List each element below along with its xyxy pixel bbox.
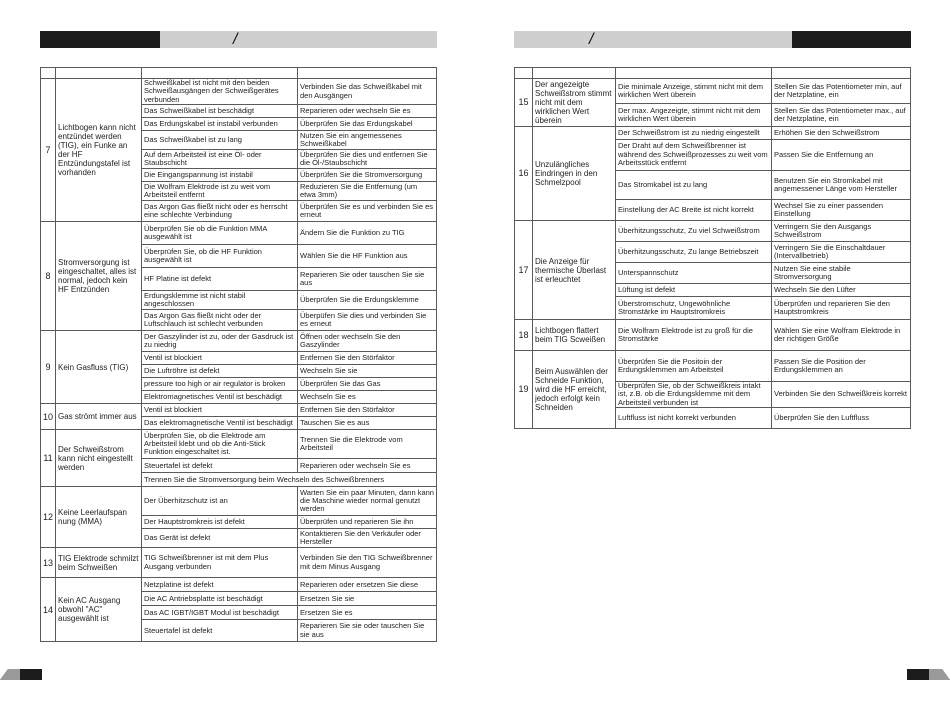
cause-cell: Überprüfen Sie ob die Funktion MMA ausgewählt ist xyxy=(142,222,298,245)
table-row xyxy=(515,320,911,351)
cause-cell: Elektromagnetisches Ventil ist beschädigt xyxy=(142,391,298,404)
right-footer-shape xyxy=(907,669,950,680)
problem-number: 8 xyxy=(41,222,56,331)
cause-cell: Ventil ist blockiert xyxy=(142,352,298,365)
left-footer-mark xyxy=(0,667,42,678)
cause-cell: Unterspannschutz xyxy=(616,263,772,284)
cause-cell: Luftfluss ist nicht korrekt verbunden xyxy=(616,408,772,429)
table-row xyxy=(515,221,911,242)
solution-cell: Öffnen oder wechseln Sie den Gaszylinder xyxy=(298,331,437,352)
table-row xyxy=(41,79,437,105)
problem-number: 7 xyxy=(41,79,56,222)
table-row xyxy=(41,404,437,417)
solution-cell: Erhöhen Sie den Schweißstrom xyxy=(772,127,911,140)
table-row xyxy=(41,548,437,578)
cause-cell: Überprüfen Sie, ob die Elektrode am Arbeitsteil klebt und ob die Anti-Stick Funktion eingeschaltet ist. xyxy=(142,430,298,459)
cause-cell: TIG Schweißbrenner ist mit dem Plus Ausgang verbunden xyxy=(142,548,298,578)
table-row xyxy=(515,127,911,140)
solution-cell: Reparieren oder ersetzen Sie diese xyxy=(298,578,437,592)
left-header-gray-block xyxy=(160,31,437,48)
solution-cell: Reparieren Sie oder tauschen Sie sie aus xyxy=(298,268,437,291)
solution-cell: Reparieren oder wechseln Sie es xyxy=(298,105,437,118)
cause-cell: Das Schweißkabel ist zu lang xyxy=(142,131,298,150)
solution-cell: Wechseln Sie es xyxy=(298,391,437,404)
cause-cell: Die minimale Anzeige, stimmt nicht mit dem wirklichen Wert überein xyxy=(616,79,772,104)
solution-cell: Reduzieren Sie die Entfernung (um etwa 3mm) xyxy=(298,182,437,201)
cause-cell: Überprüfen Sie, ob der Schweißkreis intakt ist, z.B. ob die Erdungsklemme mit dem Arbeitsteil verbunden ist xyxy=(616,382,772,408)
cause-cell: Das Stromkabel ist zu lang xyxy=(616,171,772,200)
problem-number: 9 xyxy=(41,331,56,404)
solution-cell: Nutzen Sie ein angemessenes Schweißkabel xyxy=(298,131,437,150)
solution-cell: Warten Sie ein paar Minuten, dann kann die Maschine wieder normal genutzt werden xyxy=(298,487,437,516)
cause-cell: Überstromschutz, Ungewöhnliche Stromstärke im Hauptstromkreis xyxy=(616,297,772,320)
solution-cell: Ändern Sie die Funktion zu TIG xyxy=(298,222,437,245)
solution-cell: Überprüfen Sie das Erdungskabel xyxy=(298,118,437,131)
header-cell xyxy=(616,68,772,79)
problem-number: 13 xyxy=(41,548,56,578)
cause-cell: Das Erdungskabel ist instabil verbunden xyxy=(142,118,298,131)
cause-cell: Die Wolfram Elektrode ist zu groß für die Stromstärke xyxy=(616,320,772,351)
solution-cell: Benutzen Sie ein Stromkabel mit angemessener Länge vom Hersteller xyxy=(772,171,911,200)
solution-cell: Überprüfen Sie es und verbinden Sie es erneut xyxy=(298,201,437,222)
solution-cell: Ersetzen Sie sie xyxy=(298,592,437,606)
right-troubleshooting-table xyxy=(514,67,911,429)
cause-cell: Die Wolfram Elektrode ist zu weit vom Arbeitsteil entfernt xyxy=(142,182,298,201)
solution-cell: Stellen Sie das Potentiometer min, auf der Netzplatine, ein xyxy=(772,79,911,104)
problem-number: 18 xyxy=(515,320,533,351)
table-row xyxy=(41,331,437,352)
cause-cell: Der Überhitzschutz ist an xyxy=(142,487,298,516)
problem-description: Kein AC Ausgang obwohl "AC" ausgewählt ist xyxy=(56,578,142,642)
solution-cell: Passen Sie die Entfernung an xyxy=(772,140,911,171)
problem-number: 19 xyxy=(515,351,533,429)
solution-cell: Verringern Sie die Einschaltdauer (Intervallbetrieb) xyxy=(772,242,911,263)
cause-cell: Einstellung der AC Breite ist nicht korrekt xyxy=(616,200,772,221)
solution-cell: Nutzen Sie eine stabile Stromversorgung xyxy=(772,263,911,284)
cause-cell: Auf dem Arbeitsteil ist eine Öl- oder Staubschicht xyxy=(142,150,298,169)
table-row xyxy=(41,487,437,516)
cause-cell: Das AC IGBT/IGBT Modul ist beschädigt xyxy=(142,606,298,620)
cause-cell: Die Luftröhre ist defekt xyxy=(142,365,298,378)
problem-description: Kein Gasfluss (TIG) xyxy=(56,331,142,404)
cause-cell: Der Gaszylinder ist zu, oder der Gasdruck ist zu niedrig xyxy=(142,331,298,352)
header-cell xyxy=(142,68,298,79)
header-cell xyxy=(298,68,437,79)
cause-cell: Das Argon Gas fließt nicht oder es herrscht eine schlechte Verbindung xyxy=(142,201,298,222)
solution-cell: Ersetzen Sie es xyxy=(298,606,437,620)
header-cell xyxy=(41,68,56,79)
cause-cell: Trennen Sie die Stromversorgung beim Wechseln des Schweißbrenners xyxy=(142,473,437,487)
header-cell xyxy=(515,68,533,79)
solution-cell: Trennen Sie die Elektrode vom Arbeitsteil xyxy=(298,430,437,459)
cause-cell: Das Gerät ist defekt xyxy=(142,529,298,548)
cause-cell: Netzplatine ist defekt xyxy=(142,578,298,592)
left-troubleshooting-table xyxy=(40,67,437,642)
cause-cell: Ventil ist blockiert xyxy=(142,404,298,417)
table-row xyxy=(41,222,437,245)
solution-cell: Überpüfen Sie dies und verbinden Sie es erneut xyxy=(298,310,437,331)
cause-cell: pressure too high or air regulator is broken xyxy=(142,378,298,391)
cause-cell: Schweißkabel ist nicht mit den beiden Schweißausgängen der Schweißgerätes verbunden xyxy=(142,79,298,105)
problem-description: Der Schweißstrom kann nicht eingestellt werden xyxy=(56,430,142,487)
cause-cell: Die Eingangspannung ist instabil xyxy=(142,169,298,182)
solution-cell: Entfernen Sie den Störfaktor xyxy=(298,352,437,365)
solution-cell: Überprüfen Sie dies und entfernen Sie die Öl-/Staubschicht xyxy=(298,150,437,169)
solution-cell: Verbinden Sie den TIG Schweißbrenner mit dem Minus Ausgang xyxy=(298,548,437,578)
left-header-separator: / xyxy=(233,31,238,48)
right-header-bar xyxy=(514,31,911,48)
problem-description: Unzulängliches Eindringen in den Schmelzpool xyxy=(533,127,616,221)
table-row xyxy=(515,351,911,382)
problem-number: 16 xyxy=(515,127,533,221)
solution-cell: Entfernen Sie den Störfaktor xyxy=(298,404,437,417)
solution-cell: Überprüfen und reparieren Sie ihn xyxy=(298,516,437,529)
cause-cell: Das Argon Gas fließt nicht oder der Luftschlauch ist schlecht verbunden xyxy=(142,310,298,331)
solution-cell: Wechsel Sie zu einer passenden Einstellung xyxy=(772,200,911,221)
solution-cell: Wechseln Sie den Lüfter xyxy=(772,284,911,297)
problem-number: 15 xyxy=(515,79,533,127)
header-cell xyxy=(533,68,616,79)
problem-description: Beim Auswählen der Schneide Funktion, wird die HF erreicht, jedoch erfolgt kein Schneiden xyxy=(533,351,616,429)
right-footer-mark xyxy=(907,667,950,678)
problem-number: 17 xyxy=(515,221,533,320)
cause-cell: Überhitzungsschutz, Zu lange Betriebszeit xyxy=(616,242,772,263)
problem-description: Keine Leerlaufspan nung (MMA) xyxy=(56,487,142,548)
cause-cell: Überprüfen Sie, ob die HF Funktion ausgewählt ist xyxy=(142,245,298,268)
cause-cell: Lüftung ist defekt xyxy=(616,284,772,297)
header-cell xyxy=(56,68,142,79)
cause-cell: Erdungsklemme ist nicht stabil angeschlossen xyxy=(142,291,298,310)
problem-number: 11 xyxy=(41,430,56,487)
cause-cell: Der Schweißstrom ist zu niedrig eingestellt xyxy=(616,127,772,140)
solution-cell: Wählen Sie die HF Funktion aus xyxy=(298,245,437,268)
cause-cell: Die AC Antriebsplatte ist beschädigt xyxy=(142,592,298,606)
solution-cell: Überprüfen und reparieren Sie den Hauptstromkreis xyxy=(772,297,911,320)
problem-number: 12 xyxy=(41,487,56,548)
cause-cell: Der Draht auf dem Schweißbrenner ist während des Schweißprozesses zu weit vom Arbeitsstück entfernt xyxy=(616,140,772,171)
solution-cell: Reparieren Sie sie oder tauschen Sie sie aus xyxy=(298,620,437,642)
left-footer-shape xyxy=(0,669,42,680)
right-header-separator: / xyxy=(589,31,594,48)
solution-cell: Überprüfen Sie den Luftfluss xyxy=(772,408,911,429)
solution-cell: Tauschen Sie es aus xyxy=(298,417,437,430)
solution-cell: Kontaktieren Sie den Verkäufer oder Hersteller xyxy=(298,529,437,548)
solution-cell: Verbinden Sie das Schweißkabel mit den Ausgängen xyxy=(298,79,437,105)
solution-cell: Passen Sie die Position der Erdungsklemmen an xyxy=(772,351,911,382)
cause-cell: Steuertafel ist defekt xyxy=(142,620,298,642)
solution-cell: Reparieren oder wechseln Sie es xyxy=(298,459,437,473)
problem-description: Die Anzeige für thermische Überlast ist erleuchtet xyxy=(533,221,616,320)
table-header-row xyxy=(515,68,911,79)
problem-description: Lichtbogen kann nicht entzündet werden (TIG), ein Funke an der HF Entzündungstafel ist vorhanden xyxy=(56,79,142,222)
problem-number: 14 xyxy=(41,578,56,642)
right-header-dark-block xyxy=(792,31,911,48)
table-row xyxy=(41,430,437,459)
table-row xyxy=(41,578,437,592)
solution-cell: Überprüfen Sie die Stromversorgung xyxy=(298,169,437,182)
cause-cell: Das elektromagnetische Ventil ist beschädigt xyxy=(142,417,298,430)
solution-cell: Wechseln Sie sie xyxy=(298,365,437,378)
cause-cell: Der Hauptstromkreis ist defekt xyxy=(142,516,298,529)
table-row xyxy=(515,79,911,104)
solution-cell: Überprüfen Sie das Gas xyxy=(298,378,437,391)
problem-description: TIG Elektrode schmilzt beim Schweißen xyxy=(56,548,142,578)
cause-cell: Steuertafel ist defekt xyxy=(142,459,298,473)
problem-description: Lichtbogen flattert beim TIG Scweißen xyxy=(533,320,616,351)
cause-cell: Das Schweißkabel ist beschädigt xyxy=(142,105,298,118)
cause-cell: Der max. Angezeigte, stimmt nicht mit dem wirklichen Wert überein xyxy=(616,104,772,127)
left-header-dark-block xyxy=(40,31,160,48)
cause-cell: Überprüfen Sie die Positoin der Erdungsklemmen am Arbeitsteil xyxy=(616,351,772,382)
left-header-bar xyxy=(40,31,437,48)
solution-cell: Wählen Sie eine Wolfram Elektrode in der richtigen Größe xyxy=(772,320,911,351)
cause-cell: HF Platine ist defekt xyxy=(142,268,298,291)
table-header-row xyxy=(41,68,437,79)
solution-cell: Verringern Sie den Ausgangs Schweißstrom xyxy=(772,221,911,242)
header-cell xyxy=(772,68,911,79)
problem-description: Stromversorgung ist eingeschaltet, alles ist normal, jedoch kein HF Entzünden xyxy=(56,222,142,331)
cause-cell: Überhitzungsschutz, Zu viel Schweißstrom xyxy=(616,221,772,242)
solution-cell: Verbinden Sie den Schweißkreis korrekt xyxy=(772,382,911,408)
solution-cell: Überprüfen Sie die Erdungsklemme xyxy=(298,291,437,310)
solution-cell: Stellen Sie das Potentiometer max., auf der Netzplatine, ein xyxy=(772,104,911,127)
problem-description: Gas strömt immer aus xyxy=(56,404,142,430)
problem-description: Der angezeigte Schweißstrom stimmt nicht mit dem wirklichen Wert überein xyxy=(533,79,616,127)
right-header-gray-block xyxy=(514,31,792,48)
problem-number: 10 xyxy=(41,404,56,430)
